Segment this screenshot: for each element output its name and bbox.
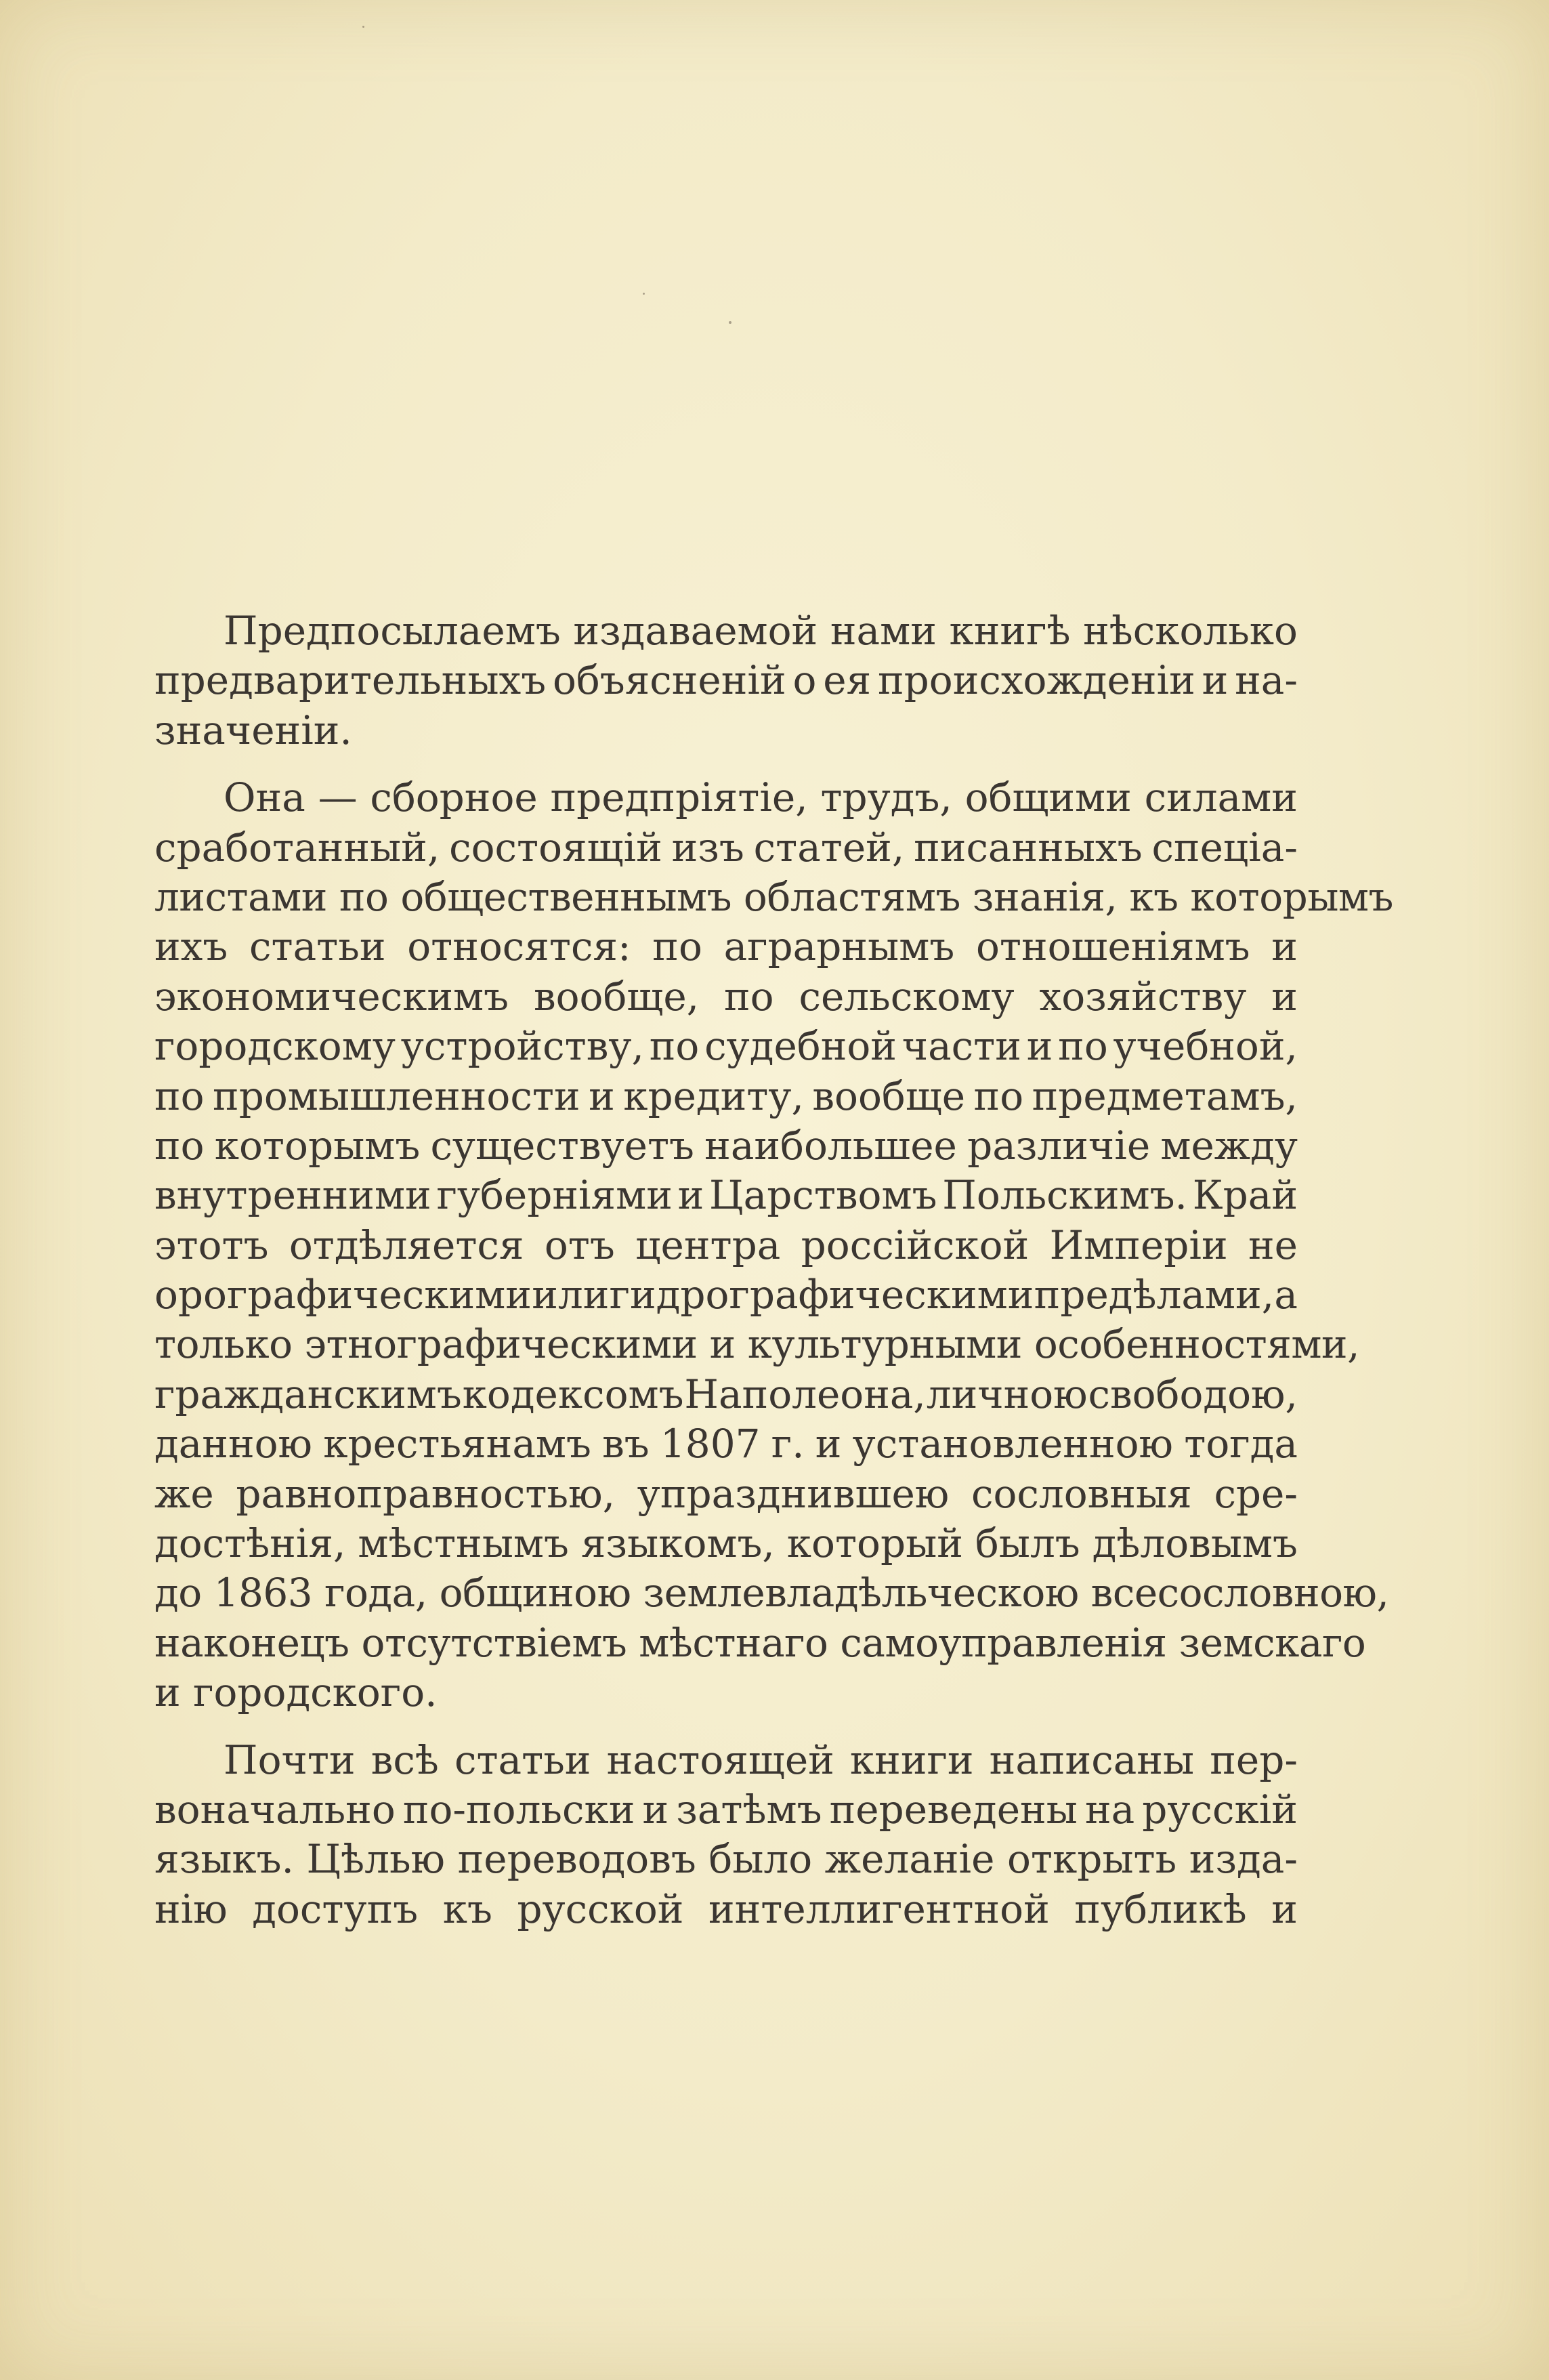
paper-speck [729, 321, 731, 324]
text-line: Предпосылаемъ издаваемой нами книгѣ нѣсколько [224, 608, 1298, 654]
text-line: значеніи. [154, 707, 352, 753]
text-line: достѣнія, мѣстнымъ языкомъ, который былъ дѣловымъ [154, 1520, 1298, 1567]
text-line: листами по общественнымъ областямъ знанія, къ которымъ [154, 873, 1393, 920]
text-line: только этнографическими и культурными особенностями, [154, 1321, 1360, 1368]
text-line: гражданскимъкодексомъНаполеона,личноюсвободою, [154, 1371, 1298, 1417]
text-line: орографическимиилигидрографическимипредѣлами,а [154, 1272, 1298, 1318]
text-line: ихъ статьи относятся: по аграрнымъ отношеніямъ и [154, 923, 1298, 970]
text-line: наконецъ отсутствіемъ мѣстнаго самоуправленія земскаго [154, 1619, 1366, 1666]
text-line: до 1863 года, общиною землевладѣльческою всесословною, [154, 1570, 1389, 1616]
text-line: воначально по-польски и затѣмъ переведены на русскій [154, 1786, 1298, 1833]
paper-speck [643, 293, 645, 295]
text-line: внутренними губерніями и Царствомъ Польскимъ. Край [154, 1172, 1298, 1219]
paragraph-gap [154, 755, 1298, 773]
text-line: сработанный, состоящій изъ статей, писанныхъ спеціа- [154, 824, 1298, 871]
text-line: по которымъ существуетъ наибольшее различіе между [154, 1122, 1298, 1169]
text-line: городскому устройству, по судебной части и по учебной, [154, 1023, 1298, 1070]
page-body-text [154, 606, 1393, 1934]
paper-speck [362, 26, 364, 28]
text-line: Почти всѣ статьи настоящей книги написаны пер- [224, 1736, 1298, 1783]
text-line: экономическимъ вообще, по сельскому хозяйству и [154, 973, 1298, 1020]
text-line: же равноправностью, упразднившею сословныя сре- [154, 1470, 1298, 1517]
text-line: и городского. [154, 1669, 438, 1716]
text-line: этотъ отдѣляется отъ центра россійской Имперіи не [154, 1222, 1298, 1268]
text-line: Она — сборное предпріятіе, трудъ, общими силами [224, 774, 1298, 821]
text-line: предварительныхъ объясненій о ея происхожденіи и на- [154, 657, 1298, 704]
paragraph-gap [154, 1718, 1298, 1736]
text-line: нію доступъ къ русской интеллигентной публикѣ и [154, 1885, 1298, 1932]
text-line: данною крестьянамъ въ 1807 г. и установленною тогда [154, 1421, 1298, 1467]
text-line: по промышленности и кредиту, вообще по предметамъ, [154, 1072, 1298, 1119]
text-line: языкъ. Цѣлью переводовъ было желаніе открыть изда- [154, 1836, 1298, 1883]
